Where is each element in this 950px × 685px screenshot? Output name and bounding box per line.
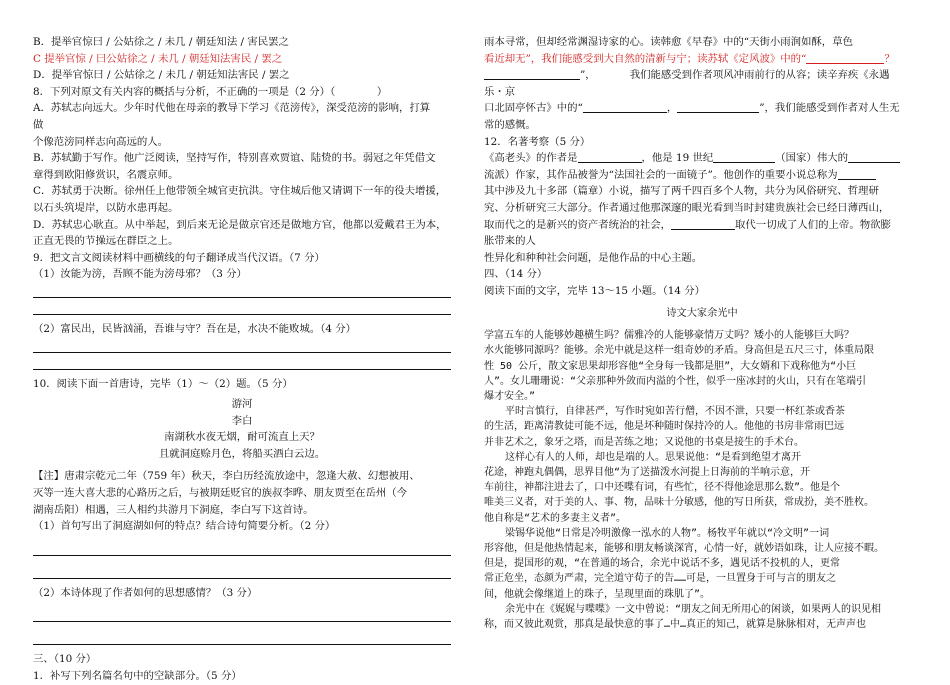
q9-part-2: （2）富民出，民皆汹涌，吾谁与守？吾在是，水决不能败城。（4 分） bbox=[33, 322, 357, 335]
blank-series[interactable] bbox=[838, 167, 876, 180]
fill-intro-line2-highlighted bbox=[484, 51, 920, 68]
essay-title: 诗文大家余光中 bbox=[666, 307, 738, 319]
right-column bbox=[484, 34, 920, 632]
fill-line-5-end: ”，我们能感受到作者对人生无 bbox=[759, 102, 900, 115]
essay-line: 他自称是“艺术的多妻主义者”。 bbox=[484, 512, 627, 524]
q8-option-d-line1: D．苏轼忠心耿直。从中举起，到后来无论是做京官还是做地方官，他都以爱戴君王为本， bbox=[33, 218, 447, 231]
question-12: 12．名著考察（5 分） bbox=[484, 135, 591, 148]
poem-note-line3: 湖南岳阳）相遇，三人相约共游月下洞庭，李白写下这首诗。 bbox=[33, 503, 314, 516]
q8-option-b-line2: 章得到欧阳修赏识，名震京师。 bbox=[33, 168, 179, 181]
essay-line: 形容他，但是他热情起来，能够和朋友畅谈深宵，心情一好，就妙语如珠，让人应接不暇。 bbox=[484, 542, 884, 554]
section-3-heading: 三、（10 分） bbox=[33, 653, 97, 666]
fill-line-3-text: 我们能感受到作者项风冲雨前行的从容；读辛弃疾《永遇 bbox=[629, 69, 890, 82]
blank-3[interactable] bbox=[583, 100, 667, 113]
blank-money[interactable] bbox=[671, 217, 735, 230]
poem-line-1: 南湖秋水夜无烟，耐可流直上天？ bbox=[164, 431, 320, 444]
novel-line-5-start: 取而代之的是新兴的资产者统治的社会， bbox=[484, 218, 672, 231]
novel-author-label: 《高老头》的作者是 bbox=[484, 152, 578, 165]
essay-line: 水火能够同源吗？能够。余光中就是这样一组奇妙的矛盾。身高但是五尺三寸，体重局限 bbox=[484, 345, 874, 357]
essay-line: 车前往，神都注进去了，口中还喋有词，有些忙，径不得他途思那么数”。他是个 bbox=[484, 482, 841, 494]
q8-option-c-line2: 以石头筑堤岸，以防水患再起。 bbox=[33, 201, 179, 214]
essay-line: 学富五车的人能够妙趣横生吗？儒雅冷的人能够豪情万丈吗？矮小的人能够巨大吗？ bbox=[484, 330, 854, 342]
fill-quote-close: ”， bbox=[580, 69, 596, 82]
fill-line-5 bbox=[484, 100, 920, 117]
essay-line: 但是，提国形的观，“在普通的场合，余光中说话不多，遇见话不投机的人，更常 bbox=[484, 558, 841, 570]
q10-part-2: （2）本诗体现了作者如何的思想感情？（3 分） bbox=[33, 586, 258, 599]
answer-line[interactable] bbox=[33, 283, 451, 298]
essay-line: 常正危坐，态颜为严肃，完全道守荀子的告……可是，一旦置身于可与言的朋友之 bbox=[484, 573, 837, 585]
fill-line-5-start: 口北固亭怀古》中的“ bbox=[484, 102, 583, 115]
fill-line-6: 常的感慨。 bbox=[484, 118, 536, 131]
q8-option-a-line2: 做 bbox=[33, 118, 44, 131]
essay-line: 性 50 公斤，散文家思果却形容他“全身每一钱都是胆”，大女婿和下戏称他为“小巨 bbox=[484, 360, 857, 372]
novel-line-2 bbox=[484, 167, 920, 184]
question-8: 8．下列对原文有关内容的概括与分析，不正确的一项是（2 分）（ ） bbox=[33, 85, 388, 98]
q8-option-a-line1: A．苏轼志向远大。少年时代他在母亲的教导下学习《范滂传》，深受范滂的影响，打算 bbox=[33, 102, 431, 115]
fill-comma: ， bbox=[666, 102, 678, 115]
q10-part-1: （1）首句写出了洞庭湖如何的特点？结合诗句简要分析。（2 分） bbox=[33, 520, 336, 533]
essay-line: 平时言慎行，自律甚严，写作时宛如苦行僧，不因不泄，只要一杯红茶或香茶 bbox=[505, 406, 845, 418]
novel-line-7: 性异化和种种社会问题，是他作品的中心主题。 bbox=[484, 251, 703, 264]
option-b: B．提举官惊曰 / 公姑徐之 / 未几 / 朝廷知法 / 害民罢之 bbox=[33, 36, 289, 48]
q8-option-b-line1: B．苏轼勤于写作。他广泛阅读，坚持写作，特别喜欢贾谊、陆贽的书。弱冠之年凭借文 bbox=[33, 152, 436, 165]
fill-line-4: 乐・京 bbox=[484, 85, 516, 98]
essay-line: 梁锡华说他“日常是冷明激像一泓水的人物”。杨牧平年就以“冷文明”一词 bbox=[505, 527, 830, 539]
answer-line[interactable] bbox=[33, 607, 451, 622]
essay-line: 人”。女儿珊珊说：“父亲那种外敛而内溢的个性，似乎一座冰封的火山，只有在笔端引 bbox=[484, 375, 867, 387]
question-9: 9．把文言文阅读材料中画横线的句子翻译成当代汉语。（7 分） bbox=[33, 251, 325, 264]
q8-option-c-line1: C．苏轼勇于决断。徐州任上他带领全城官吏抗洪。守住城后他又请调下一年的役夫增援， bbox=[33, 185, 447, 198]
poem-note-line2: 灭等一连大喜大悲的心路历之后，与被期廷贬官的族叔李晔、朋友贾至在岳州（今 bbox=[33, 487, 408, 500]
blank-4[interactable] bbox=[677, 100, 759, 113]
answer-line[interactable] bbox=[33, 564, 451, 579]
poem-line-2: 且就洞庭赊月色，将船买酒白云边。 bbox=[158, 447, 326, 460]
poem-author: 李白 bbox=[231, 414, 253, 427]
novel-line-4: 究、分析研究三大部分。作者通过他那深邃的眼光看到当时封建贵族社会已经日薄西山， bbox=[484, 201, 890, 214]
option-d: D．提举官惊曰 / 公姑徐之 / 未几 / 朝廷知法害民 / 罢之 bbox=[33, 69, 290, 82]
novel-country-label: （国家）伟大的 bbox=[775, 152, 849, 165]
option-c-highlighted: C 提举官惊 / 曰公姑徐之 / 未几 / 朝廷知法害民 / 罢之 bbox=[33, 52, 283, 65]
novel-line-2-text: 流派）作家，其作品被誉为“法国社会的一面镜子”。他创作的重要小说总称为 bbox=[484, 168, 838, 181]
poem-note-line1: 【注】唐肃宗乾元二年（759 年）秋天，李白历经流放途中，忽逢大赦、幻想被用、 bbox=[33, 470, 420, 483]
fill-line-3 bbox=[484, 67, 920, 84]
novel-line-5-end: 取代一切成了人们的上帝。物欲膨 bbox=[735, 218, 891, 231]
essay-line: 余光中在《娓娓与喋喋》一文中曾说：“朋友之间无所用心的闲谈，如果两人的识见相 bbox=[505, 603, 882, 615]
answer-line[interactable] bbox=[33, 300, 451, 315]
q8-option-d-line2: 正直无畏的节操远在群臣之上。 bbox=[33, 235, 179, 248]
fill-intro-line1: 雨本寻常，但却经常渊湿诗家的心。读韩愈《早春》中的“天街小雨润如酥，草色 bbox=[484, 36, 853, 48]
fill-intro-end: ？ bbox=[884, 52, 895, 65]
novel-line-1 bbox=[484, 150, 920, 167]
essay-line: 的生活，距离清教徒可能不远，他是坏种随时保持冷的人。他他的书房非常雨巴远 bbox=[484, 421, 844, 433]
blank-author[interactable] bbox=[578, 150, 642, 163]
essay-line: 爆才安全。” bbox=[484, 390, 536, 402]
poem-title: 游河 bbox=[231, 398, 253, 411]
answer-line[interactable] bbox=[33, 630, 451, 645]
novel-line-5 bbox=[484, 217, 920, 234]
fill-intro-text: 看近却无”，我们能感受到大自然的清新与宁；读苏轼《定风波》中的“ bbox=[484, 52, 807, 65]
essay-line: 并非艺术之，象牙之塔，而是苦练之地；又说他的书桌是接生的手术台。 bbox=[484, 436, 804, 448]
essay-line: 间，他就会像继道上的珠子，呈现里面的珠肌了”。 bbox=[484, 588, 711, 600]
section-4-instruction: 阅读下面的文字，完毕 13～15 小题。（14 分） bbox=[484, 284, 706, 297]
essay-line: 唯美三义者，对于美的人、事、物，品味十分敏感，他的写日所获，常成扮，美不胜枚。 bbox=[484, 497, 874, 509]
answer-line[interactable] bbox=[33, 355, 451, 370]
q9-part-1: （1）汝能为滂，吾顾不能为滂母邪？（3 分） bbox=[33, 268, 247, 281]
essay-line: 这样心有人的人师，却也是端的人。思果说他：“是看到绝望才离开 bbox=[505, 451, 802, 463]
question-10: 10．阅读下面一首唐诗，完毕（1）～（2）题。（5 分） bbox=[33, 377, 293, 390]
novel-line-6: 胀带来的人 bbox=[484, 235, 536, 248]
answer-line[interactable] bbox=[33, 541, 451, 556]
question-11: 1．补写下列名篇名句中的空缺部分。（5 分） bbox=[33, 670, 242, 683]
essay-line: 称，而又彼此观赏，那真是最快意的事了…中…真正的知己，就算是脉脉相对，无声声也 bbox=[484, 618, 867, 630]
q8-option-a-line3: 个像范滂同样志向高远的人。 bbox=[33, 135, 169, 148]
blank-country[interactable] bbox=[713, 150, 775, 163]
essay-line: 花途，神跑丸偶偶，思界目他“为了送描泼水河提上日海前的半响示意，开 bbox=[484, 466, 811, 478]
left-column bbox=[33, 34, 451, 685]
blank-school[interactable] bbox=[848, 150, 900, 163]
section-4-heading: 四、（14 分） bbox=[484, 268, 548, 281]
answer-line[interactable] bbox=[33, 338, 451, 353]
novel-century-label: ，他是 19 世纪 bbox=[641, 152, 714, 165]
essay-body bbox=[484, 328, 920, 632]
novel-line-3: 其中涉及九十多部（篇章）小说，描写了两千四百多个人物，共分为风俗研究、哲理研 bbox=[484, 185, 879, 198]
blank-2[interactable] bbox=[484, 67, 580, 80]
blank-1[interactable] bbox=[806, 51, 884, 64]
